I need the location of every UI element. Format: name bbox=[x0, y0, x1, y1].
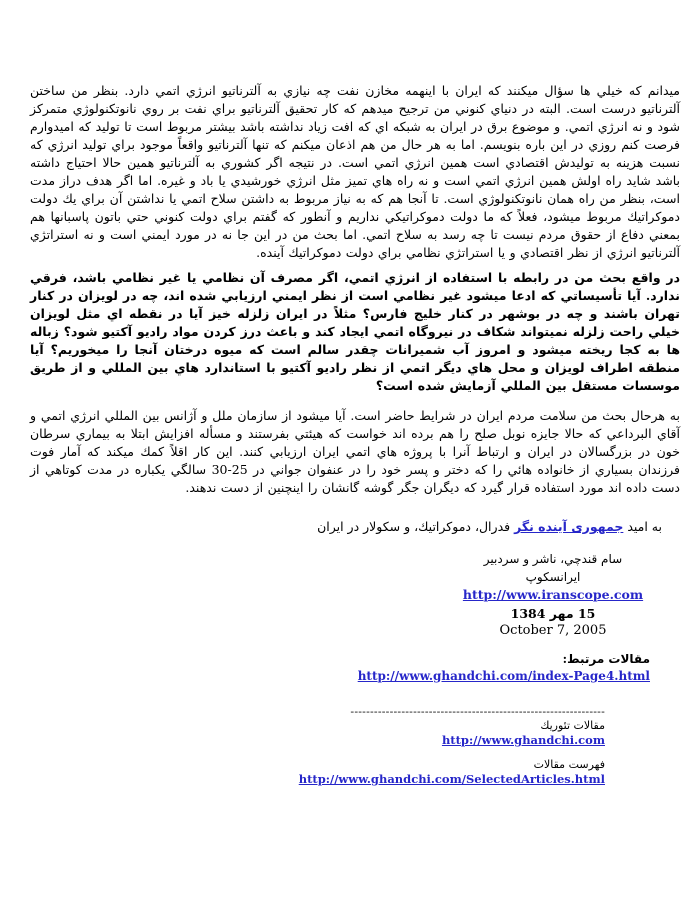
footer-links-block bbox=[30, 705, 605, 788]
theory-articles-label: مقالات تئوريك bbox=[540, 718, 605, 732]
futurist-republic-link[interactable]: جمهوری آينده نگر bbox=[514, 519, 624, 534]
iranscope-link[interactable]: http://www.iranscope.com bbox=[462, 587, 644, 602]
selected-articles-link[interactable]: http://www.ghandchi.com/SelectedArticles.html bbox=[298, 772, 605, 786]
separator-line: ----------------------------------------------------------------- bbox=[350, 704, 605, 718]
date-english: October 7, 2005 bbox=[499, 623, 607, 638]
closing-line-suffix: فدرال، دموكراتيك، و سكولار در ايران bbox=[317, 519, 515, 534]
ghandchi-home-link[interactable]: http://www.ghandchi.com bbox=[441, 733, 605, 747]
date-persian: 15 مهر 1384 bbox=[510, 605, 596, 621]
related-articles-link[interactable]: http://www.ghandchi.com/index-Page4.html bbox=[357, 668, 650, 683]
closing-line bbox=[30, 518, 662, 536]
closing-line-prefix: به اميد bbox=[623, 519, 662, 534]
org-name: ايرانسكوپ bbox=[525, 569, 581, 584]
author-line: سام قندچي، ناشر و سردبير bbox=[483, 552, 623, 566]
related-articles-block bbox=[30, 651, 650, 685]
article-paragraph-2: در واقع بحث من در رابطه با استفاده از انرژي اتمي، اگر مصرف آن نظامي يا غير نظامي باشد، فرقي ندارد. آيا تأسيساتي كه ادعا ميشود غير نظامي است از نظر ايمني ارزيابي شده اند، چه در لويزان در كنار تهران باشند و چه در بوشهر در كنار خليج فارس؟ مثلاً در ايران زلزله خيز آيا در نقطه اي مثل لويزان خيلي راحت زلزله نميتواند شكاف در نيروگاه اتمي ايجاد كند و باعث درز كردن مواد راديو آكتيو شود؟ زباله ها به كجا ريخته ميشود و امروز آب شميرانات چقدر سالم است كه ميوه درختان آنجا را ميخوريم؟ آيا منطقه اطراف لويزان و محل هاي ديگر اتمي از نظر راديو آكتيو با استاندارد هاي بين المللي و از طريق موسسات مستقل بين المللي آزمايش شده است؟ bbox=[30, 270, 680, 393]
signature-block bbox=[453, 551, 653, 640]
articles-index-label: فهرست مقالات bbox=[533, 757, 605, 771]
related-articles-label: مقالات مرتبط: bbox=[562, 651, 650, 666]
article-paragraph-1: ميدانم كه خيلي ها سؤال ميكنند كه ايران با اينهمه مخازن نفت چه نيازي به آلترناتيو انرژي اتمي دارد. بنظر من ساختن آلترناتيو درست است. البته در دنياي كنوني من ترجيح ميدهم كه كار تحقيق آلترناتيو براي نفت بر روي نانوتكنولوژي متمركز شود و نه انرژي اتمي. و موضوع برق در ايران به شبكه اي كه افت زياد نداشته باشد بيشتر مربوط است تا توليد كه اميدوارم فرصت كنم روزي در اين باره بنويسم. اما به هر حال من هم اذعان ميكنم كه تنها آلترناتيو واقعاً موجود براي توليد انرژي كه نسبت هزينه به توليدش اقتصادي است همين انرژي اتمي است. در نتيجه اگر كشوري به آلترناتيو همين حالا احتياج داشته باشد شايد راه اولش همين انرژي اتمي است و نه راه هاي تميز مثل انرژي خورشيدي يا باد و غيره. اما اگر هدف دراز مدت است، بنظر من راه همان نانوتكنولوژي است. تا آنجا هم كه به نياز مربوط به داشتن سلاح اتمي يا نداشتن آن براي يك دولت دموكراتيك مربوط ميشود، فعلاً كه ما دولت دموكراتيكي نداريم و آنطور كه گفتم براي دولت كنوني حتي باتون پاسبانها هم بمعني دفاع از حقوق مردم نيست تا چه رسد به سلاح اتمي. اما بحث من در اين جا نه در مورد ايمني است و نه استراتژي آلترناتيو انرژي از نظر اقتصادي و يا استراتژي نظامي براي دولت دموكراتيك آينده. bbox=[30, 83, 680, 260]
article-paragraph-3: به هرحال بحث من سلامت مردم ايران در شرايط حاضر است. آيا ميشود از سازمان ملل و آژانس بين المللي انرژي اتمي و آقاي البرداعي كه حالا جايزه نوبل صلح را هم برده اند خواست كه هيئتي بفرستند و مسأله افزايش ابتلا به بيماري سرطان خون در بزرگسالان در ايران و ارتباط آنرا با پروژه هاي اتمي ايران ارزيابي كنند. اين كار اقلاً كمك ميكند كه آمار فوت فرزندان بسياري از خانواده هائي را كه دختر و پسر خود را در عنفوان جواني در 25-30 سالگي يكباره در مدت كوتاهي از دست داده اند مورد استفاده قرار گيرد كه ديگران جگر گوشه گانشان را اينچنين از دست ندهند. bbox=[30, 408, 680, 495]
